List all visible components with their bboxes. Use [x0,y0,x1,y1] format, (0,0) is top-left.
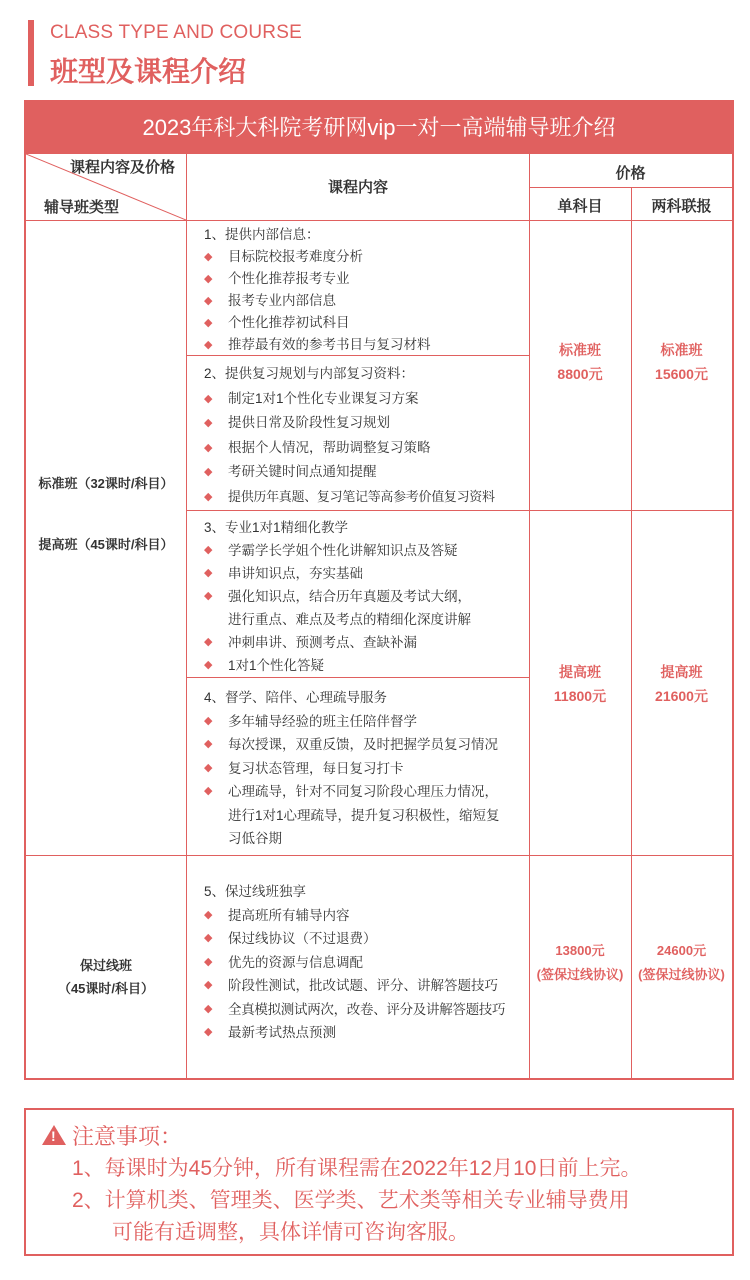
table-title: 2023年科大科院考研网vip一对一高端辅导班介绍 [26,102,732,154]
type-advanced: 提高班（45课时/科目） [38,537,174,552]
price-value: 8800元 [557,366,603,382]
block-heading: 2、提供复习规划与内部复习资料： [204,366,415,381]
notice-line-1: 1、每课时为45分钟，所有课程需在2022年12月10日前上完。 [72,1157,642,1180]
price-note: (签保过线协议) [638,967,725,982]
price-class-label: 标准班 [559,342,601,358]
list-item: ◆ 强化知识点，结合历年真题及考试大纲，进行重点、难点及考点的精细化深度讲解 [186,585,524,631]
list-item: ◆ 全真模拟测试两次，改卷、评分及讲解答题技巧 [186,998,524,1022]
list-item: ◆ 考研关键时间点通知提醒 [186,460,524,485]
price-value: 24600元 [656,943,707,958]
content-block-5 [186,880,524,1045]
price-standard-single [529,338,631,386]
list-item: ◆ 个性化推荐报考专业 [186,268,524,290]
list-item: ◆ 制定1对1个性化专业课复习方案 [186,387,524,412]
price-value: 15600元 [655,366,708,382]
list-item: ◆ 复习状态管理，每日复习打卡 [186,757,524,781]
price-note: (签保过线协议) [536,967,624,982]
header-chinese-title: 班型及课程介绍 [50,56,247,87]
list-item: ◆ 多年辅导经验的班主任陪伴督学 [186,710,524,734]
grid-line [186,677,529,678]
block-heading: 3、专业1对1精细化教学 [204,520,349,535]
list-item: ◆ 保过线协议（不过退费） [186,927,524,951]
list-item: ◆ 1对1个性化答疑 [186,654,524,677]
notice-title [42,1120,182,1151]
list-item: ◆ 个性化推荐初试科目 [186,312,524,334]
content-block-3 [186,516,524,677]
type-guarantee: 保过线班 [79,958,132,973]
warning-icon [42,1125,66,1145]
list-item: ◆ 心理疏导，针对不同复习阶段心理压力情况，进行1对1心理疏导，提升复习积极性，缩短复习低谷期 [186,780,524,851]
notice-line-2: 2、计算机类、管理类、医学类、艺术类等相关专业辅导费用 [72,1189,630,1212]
header-two-subjects: 两科联报 [651,198,712,215]
list-item: ◆ 冲刺串讲、预测考点、查缺补漏 [186,631,524,654]
price-class-label: 提高班 [559,664,601,680]
header-price: 价格 [615,165,646,182]
price-guarantee-double [631,939,732,987]
notice-line-3: 可能有适调整，具体详情可咨询客服。 [112,1221,469,1244]
list-item: ◆ 提高班所有辅导内容 [186,904,524,928]
price-standard-double [631,338,732,386]
block-heading: 1、提供内部信息： [204,227,320,242]
grid-line [26,220,732,221]
header-english-title: CLASS TYPE AND COURSE [50,22,302,43]
header-course-content: 课程内容 [327,179,388,196]
price-value: 21600元 [655,688,708,704]
list-item: ◆ 最新考试热点预测 [186,1021,524,1045]
header-single-subject: 单科目 [557,198,603,215]
content-block-4 [186,686,524,851]
list-item: ◆ 提供日常及阶段性复习规划 [186,411,524,436]
list-item: ◆ 优先的资源与信息调配 [186,951,524,975]
price-class-label: 提高班 [660,664,703,680]
price-advanced-single [529,660,631,708]
price-value: 11800元 [553,688,607,704]
notice-title-text: 注意事项： [72,1124,183,1149]
price-guarantee-single [529,939,631,987]
price-class-label: 标准班 [660,342,703,358]
content-block-1 [186,224,524,356]
corner-bottom-label: 辅导班类型 [44,199,120,216]
type-guarantee-hours: （45课时/科目） [57,981,155,996]
list-item: ◆ 每次授课，双重反馈，及时把握学员复习情况 [186,733,524,757]
corner-top-label: 课程内容及价格 [70,159,176,176]
block-heading: 5、保过线班独享 [204,884,307,899]
price-value: 13800元 [555,943,605,958]
list-item: ◆ 目标院校报考难度分析 [186,246,524,268]
list-item: ◆ 根据个人情况，帮助调整复习策略 [186,436,524,461]
type-standard: 标准班（32课时/科目） [38,476,174,491]
grid-line [26,855,732,856]
content-block-2 [186,362,524,509]
grid-line [186,510,732,511]
list-item: ◆ 串讲知识点，夯实基础 [186,562,524,585]
list-item: ◆ 学霸学长学姐个性化讲解知识点及答疑 [186,539,524,562]
list-item: ◆ 提供历年真题、复习笔记等高参考价值复习资料 [186,485,524,510]
list-item: ◆ 报考专业内部信息 [186,290,524,312]
list-item: ◆ 推荐最有效的参考书目与复习材料 [186,334,524,356]
block-heading: 4、督学、陪伴、心理疏导服务 [204,690,388,705]
price-advanced-double [631,660,732,708]
notice-box [24,1108,734,1256]
list-item: ◆ 阶段性测试，批改试题、评分、讲解答题技巧 [186,974,524,998]
header-accent-bar [28,20,34,86]
